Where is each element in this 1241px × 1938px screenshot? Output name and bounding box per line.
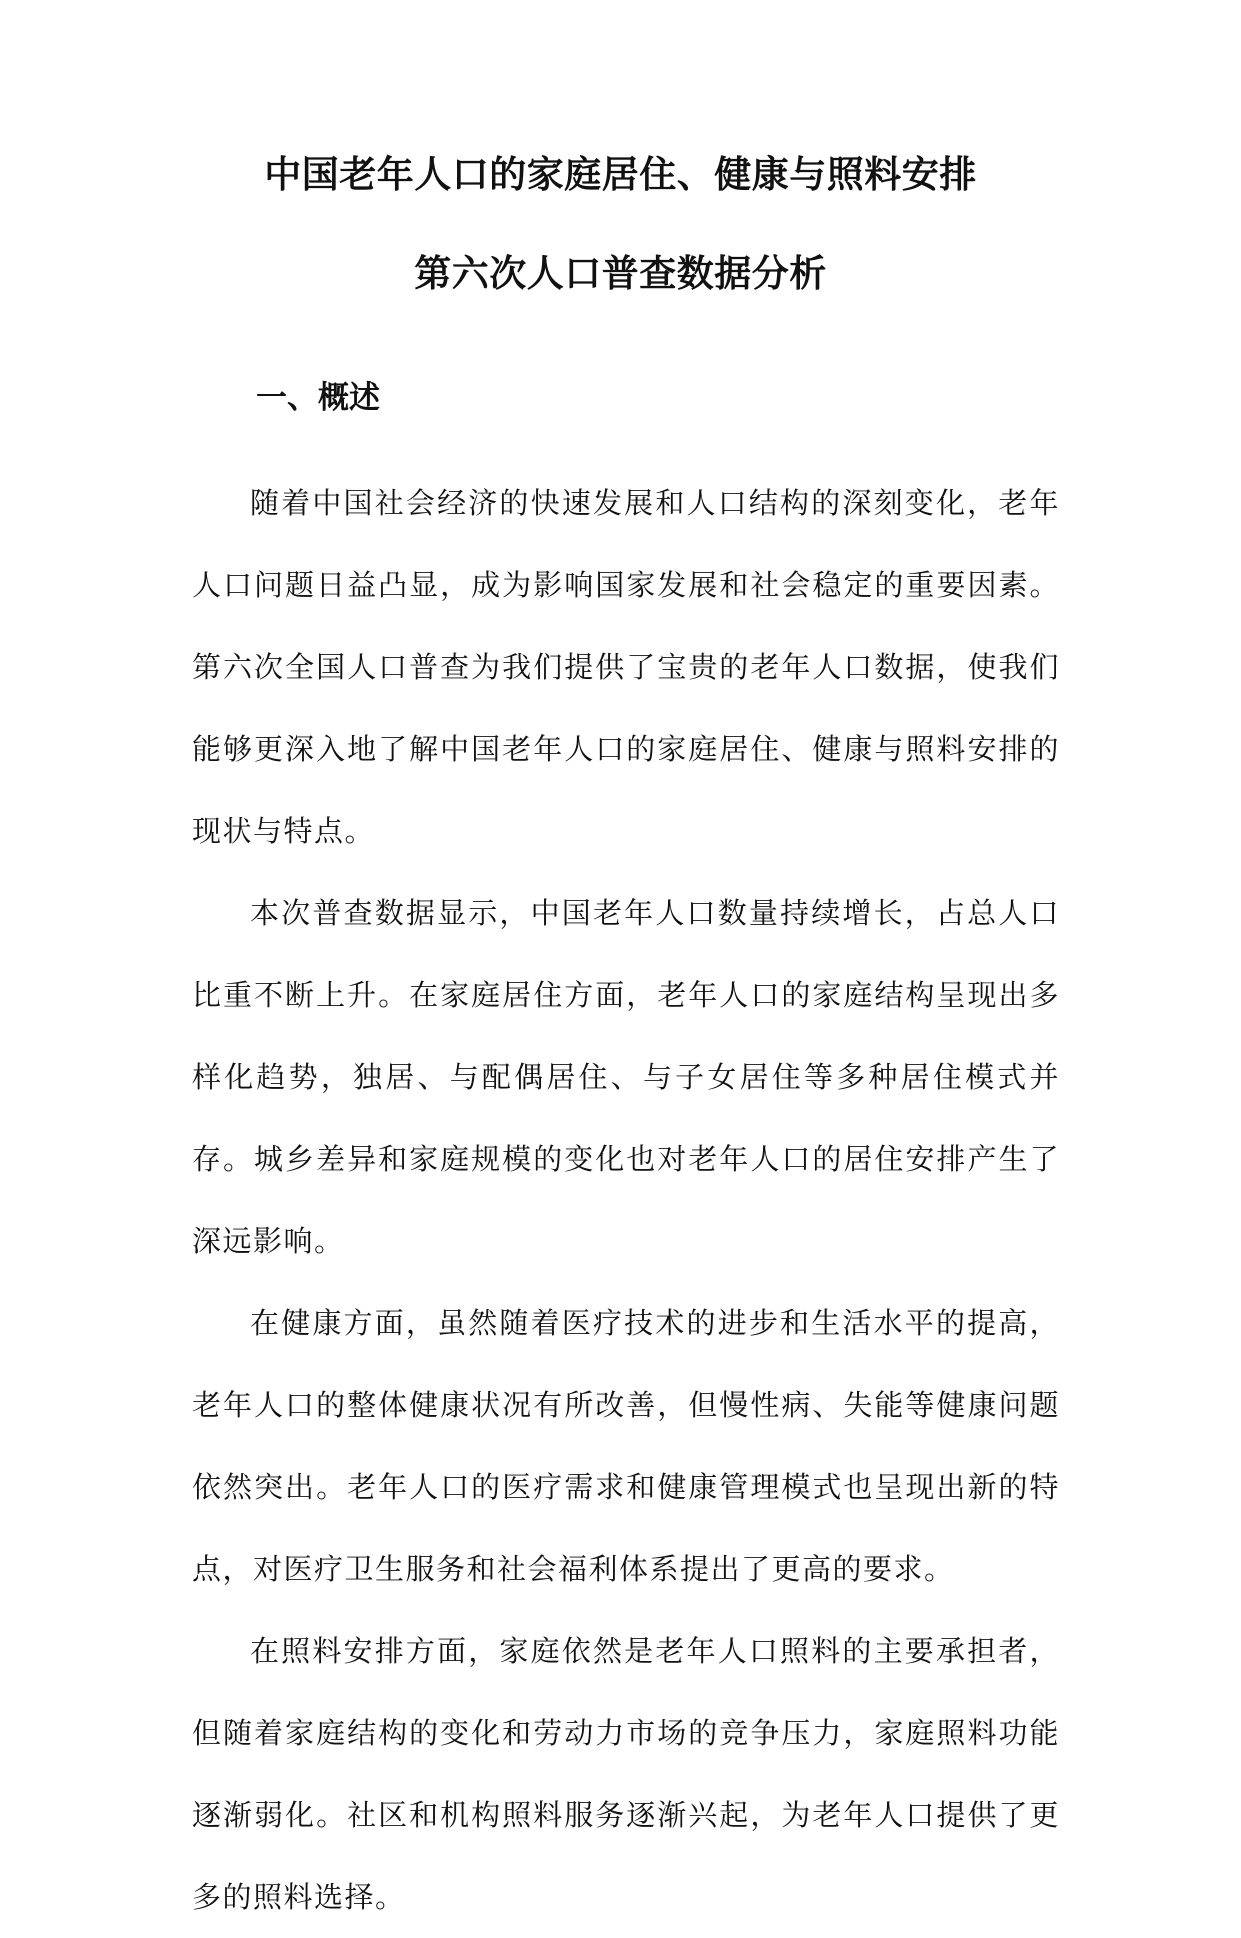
document-title-line-2: 第六次人口普查数据分析 [414,252,827,295]
paragraph: 本次普查数据显示，中国老年人口数量持续增长，占总人口比重不断上升。在家庭居住方面，老年人口的家庭结构呈现出多样化趋势，独居、与配偶居住、与子女居住等多种居住模式并存。城乡差异和家庭规模的变化也对老年人口的居住安排产生了深远影响。 [192,896,1060,1258]
document-title-line-1: 中国老年人口的家庭居住、健康与照料安排 [264,153,977,196]
paragraph: 在健康方面，虽然随着医疗技术的进步和生活水平的提高，老年人口的整体健康状况有所改善，但慢性病、失能等健康问题依然突出。老年人口的医疗需求和健康管理模式也呈现出新的特点，对医疗卫生服务和社会福利体系提出了更高的要求。 [192,1306,1060,1586]
section-heading-overview: 一、概述 [256,380,380,416]
paragraph: 在照料安排方面，家庭依然是老年人口照料的主要承担者，但随着家庭结构的变化和劳动力市场的竞争压力，家庭照料功能逐渐弱化。社区和机构照料服务逐渐兴起，为老年人口提供了更多的照料选择。 [192,1634,1060,1914]
paragraph: 随着中国社会经济的快速发展和人口结构的深刻变化，老年人口问题日益凸显，成为影响国家发展和社会稳定的重要因素。第六次全国人口普查为我们提供了宝贵的老年人口数据，使我们能够更深入地了解中国老年人口的家庭居住、健康与照料安排的现状与特点。 [192,486,1060,848]
body-text [192,462,1060,1938]
